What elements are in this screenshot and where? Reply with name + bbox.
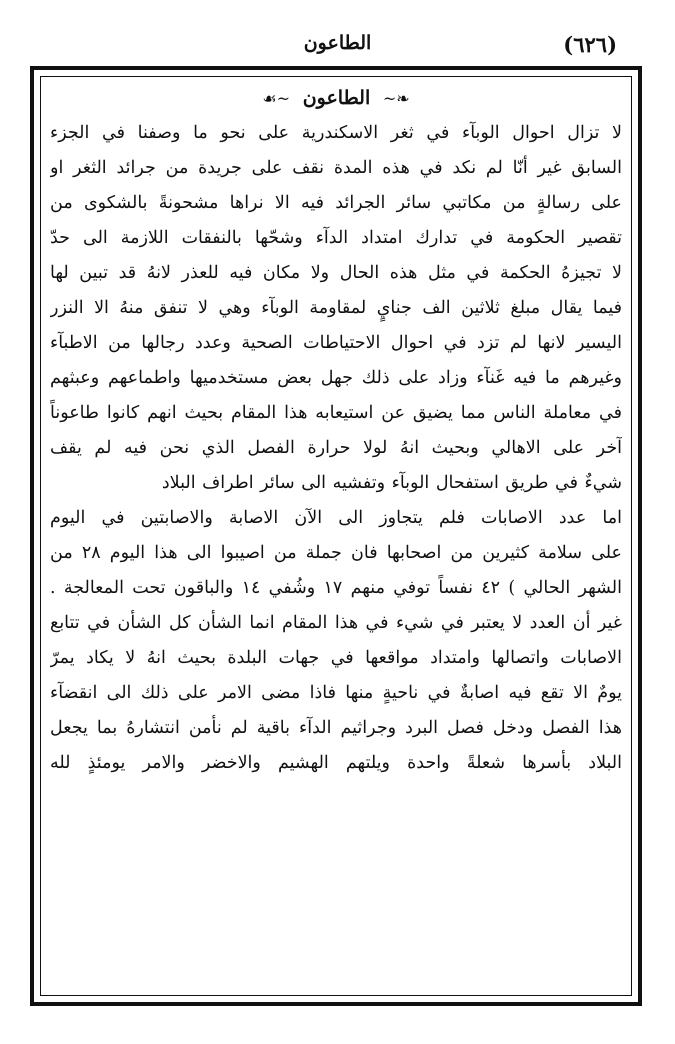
text-line: يومٌ الا تقع فيه اصابةٌ في ناحيةٍ منها فاذا مضى الامر على ذلك الى انقضآء	[50, 683, 622, 703]
heading-ornament-right: ❧~	[382, 89, 410, 108]
text-line: اليسير لانها لم تزد في احوال الاحتياطات الصحية وعدد رجالها من الاطبآء	[50, 333, 622, 353]
text-line: تقصير الحكومة في تدارك امتداد الدآء وشحّها بالنفقات اللازمة الى حدّ	[50, 228, 622, 248]
text-line: على سلامة كثيرين من اصحابها فان جملة من اصيبوا الى هذا اليوم ٢٨ من	[50, 543, 622, 563]
text-line: آخر على الاهالي وبحيث انهُ لولا حرارة الفصل الذي نحن فيه لم يقف	[50, 438, 622, 458]
text-line: البلاد بأسرها شعلةً واحدة ويلتهم الهشيم والاخضر والامر يومئذٍ لله	[50, 753, 622, 773]
page-number: (٦٢٦)	[563, 32, 617, 57]
article-heading	[50, 80, 622, 116]
article-body	[50, 80, 622, 781]
text-line: شيءٌ في طريق استفحال الوبآء وتفشيه الى سائر اطراف البلاد	[161, 473, 622, 493]
text-line: على رسالةٍ من مكاتبي سائر الجرائد فيه الا نراها مشحونةً بالشكوى من	[50, 193, 622, 213]
text-line: غير أن العدد لا يعتبر في شيء في هذا المقام انما الشأن كل الشأن في تتابع	[50, 613, 622, 633]
page-header	[40, 28, 635, 62]
text-line: فيما يقال مبلغ ثلاثين الف جنايٍ لمقاومة الوبآء وهي لا تنفق منهُ الا النزر	[50, 298, 622, 318]
text-line: لا تزال احوال الوبآء في ثغر الاسكندرية على نحو ما وصفنا في الجزء	[50, 123, 622, 143]
text-line: اما عدد الاصابات فلم يتجاوز الى الآن الاصابة والاصابتين في اليوم	[50, 508, 622, 528]
text-line: هذا الفصل ودخل فصل البرد وجراثيم الدآء باقية لم نأمن انتشارهُ بما يجعل	[50, 718, 622, 738]
text-line: الاصابات واتصالها وامتداد مواقعها في جهات البلدة بحيث انهُ لا يكاد يمرّ	[50, 648, 622, 668]
text-line: لا تجيزهُ الحكمة في مثل هذه الحال ولا مكان فيه للعذر لانهُ قد تبين لها	[50, 263, 622, 283]
text-line: وغيرهم ما فيه غَنآء وزاد على ذلك جهل بعض مستخدميها واطماعهم وعبثهم	[50, 368, 622, 388]
text-line: السابق غير أنّا لم نكد في هذه المدة نقف على جريدة من جرائد الثغر او	[50, 158, 622, 178]
heading-ornament-left: ~☙	[262, 89, 291, 108]
article-title: الطاعون	[302, 87, 371, 109]
text-line: الشهر الحالي ) ٤٢ نفساً توفي منهم ١٧ وشُفي ١٤ والباقون تحت المعالجة .	[50, 578, 622, 598]
text-line: في معاملة الناس مما يضيق عن استيعابه هذا المقام بحيث انهم كانوا طاعوناً	[50, 403, 622, 423]
running-title: الطاعون	[303, 32, 372, 54]
